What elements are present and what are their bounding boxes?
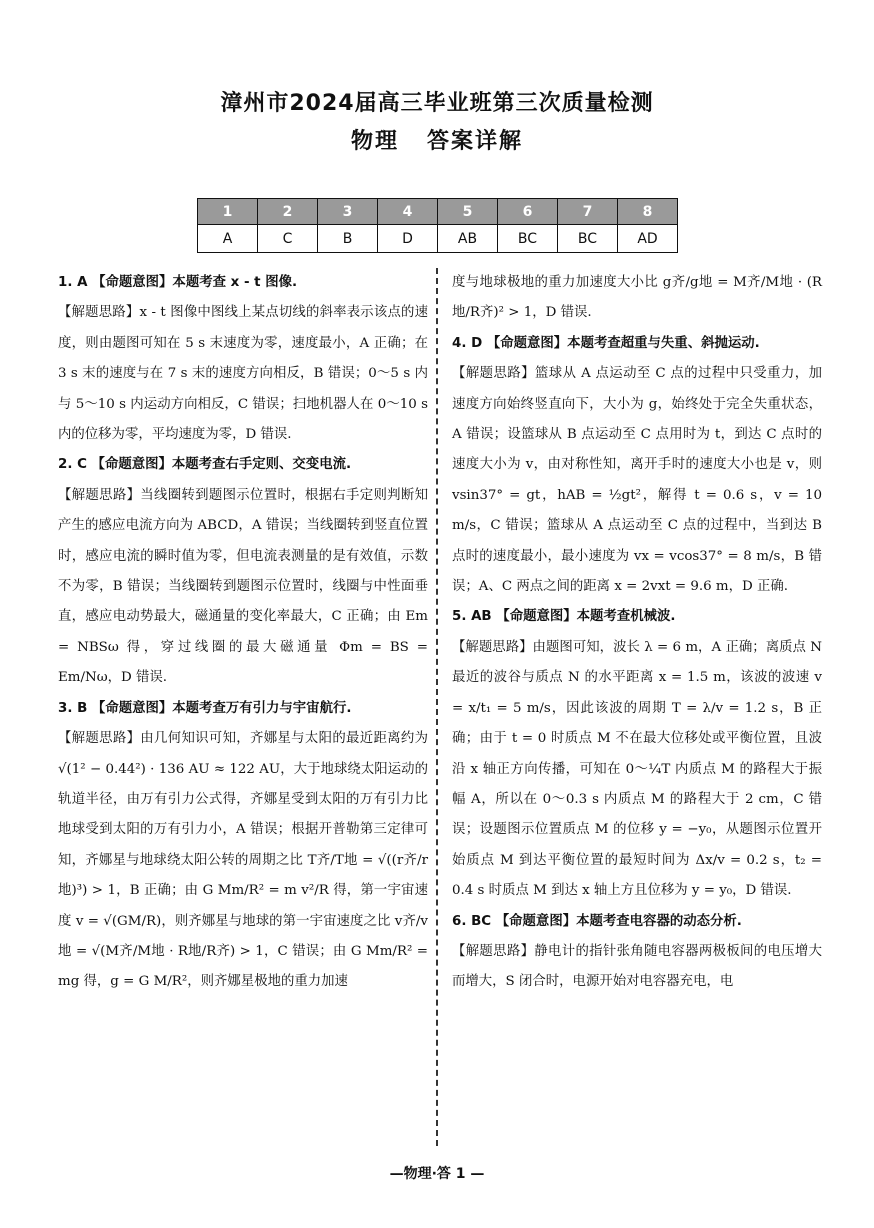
- question-number-cell: 3: [318, 199, 378, 225]
- question-number-cell: 7: [558, 199, 618, 225]
- answer-table: [197, 198, 678, 253]
- answer-table-header-row: [198, 199, 678, 225]
- page-title: 漳州市2024届高三毕业班第三次质量检测: [220, 91, 654, 116]
- answer-cell: AB: [438, 225, 498, 253]
- question-number-cell: 6: [498, 199, 558, 225]
- solution-paragraph: 【解题思路】篮球从 A 点运动至 C 点的过程中只受重力，加速度方向始终竖直向下，大小为 g，始终处于完全失重状态，A 错误；设篮球从 B 点运动至 C 点用时为 t，到达 C 点时的速度大小为 v，由对称性知，离开手时的速度大小也是 v，则 vsin37° = gt，hAB = ½gt²，解得 t = 0.6 s，v = 10 m/s，C 错误；篮球从 A 点运动至 C 点的过程中，当到达 B 点时的速度最小，最小速度为 vx = vcos37° = 8 m/s，B 错误；A、C 两点之间的距离 x = 2vxt = 9.6 m，D 正确.: [452, 366, 822, 595]
- question-number-cell: 1: [198, 199, 258, 225]
- page-subtitle: [0, 124, 874, 155]
- question-number-cell: 5: [438, 199, 498, 225]
- question-heading: 5. AB 【命题意图】本题考查机械波.: [452, 609, 676, 625]
- solution-paragraph: 【解题思路】由几何知识可知，齐娜星与太阳的最近距离约为 √(1² − 0.44²) · 136 AU ≈ 122 AU，大于地球绕太阳运动的轨道半径，由万有引力公式得，齐娜星受到太阳的万有引力比地球受到太阳的万有引力小，A 错误；根据开普勒第三定律可知，齐娜星与地球绕太阳公转的周期之比 T齐/T地 = √((r齐/r地)³) > 1，B 正确；由 G Mm/R² = m v²/R 得，第一宇宙速度 v = √(GM/R)，则齐娜星与地球的第一宇宙速度之比 v齐/v地 = √(M齐/M地 · R地/R齐) > 1，C 错误；由 G Mm/R² = mg 得，g = G M/R²，则齐娜星极地的重力加速: [58, 731, 428, 990]
- solution-paragraph: 度与地球极地的重力加速度大小比 g齐/g地 = M齐/M地 · (R地/R齐)² > 1，D 错误.: [452, 275, 822, 321]
- page-footer: —物理·答 1 —: [389, 1166, 485, 1182]
- question-number-cell: 2: [258, 199, 318, 225]
- solution-paragraph: 【解题思路】由题图可知，波长 λ = 6 m，A 正确；离质点 N 最近的波谷与质点 N 的水平距离 x = 1.5 m，该波的波速 v = x/t₁ = 5 m/s，因此该波的周期 T = λ/v = 1.2 s，B 正确；由于 t = 0 时质点 M 不在最大位移处或平衡位置，且波沿 x 轴正方向传播，可知在 0～¼T 内质点 M 的路程大于振幅 A，所以在 0～0.3 s 内质点 M 的路程大于 2 cm，C 错误；设题图示位置质点 M 的位移 y = −y₀，从题图示位置开始质点 M 到达平衡位置的最短时间为 Δx/v = 0.2 s，t₂ = 0.4 s 时质点 M 到达 x 轴上方且位移为 y = y₀，D 错误.: [452, 639, 822, 899]
- column-divider: [436, 268, 438, 1146]
- question-number-cell: 4: [378, 199, 438, 225]
- right-column: [452, 268, 822, 998]
- answer-table-answer-row: [198, 225, 678, 253]
- solution-paragraph: 【解题思路】静电计的指针张角随电容器两极板间的电压增大而增大，S 闭合时，电源开始对电容器充电，电: [452, 943, 822, 990]
- answer-cell: D: [378, 225, 438, 253]
- answer-cell: BC: [558, 225, 618, 253]
- question-heading: 3. B 【命题意图】本题考查万有引力与宇宙航行.: [58, 700, 352, 716]
- solution-paragraph: 【解题思路】当线圈转到题图示位置时，根据右手定则判断知产生的感应电流方向为 ABCD，A 错误；当线圈转到竖直位置时，感应电流的瞬时值为零，但电流表测量的是有效值，示数不为零，B 错误；当线圈转到题图示位置时，线圈与中性面垂直，感应电动势最大，磁通量的变化率最大，C 正确；由 Em = NBSω 得，穿过线圈的最大磁通量 Φm = BS = Em/Nω，D 错误.: [58, 487, 428, 686]
- question-heading: 2. C 【命题意图】本题考查右手定则、交变电流.: [58, 457, 352, 473]
- question-heading: 6. BC 【命题意图】本题考查电容器的动态分析.: [452, 913, 742, 929]
- answer-cell: AD: [618, 225, 678, 253]
- left-column: [58, 268, 428, 998]
- subject-label: 物理: [350, 129, 399, 154]
- answer-cell: BC: [498, 225, 558, 253]
- question-heading: 1. A 【命题意图】本题考查 x - t 图像.: [58, 275, 298, 290]
- question-heading: 4. D 【命题意图】本题考查超重与失重、斜抛运动.: [452, 335, 760, 351]
- solution-paragraph: 【解题思路】x - t 图像中图线上某点切线的斜率表示该点的速度，则由题图可知在 5 s 末速度为零，速度最小，A 正确；在 3 s 末的速度与在 7 s 末的速度方向相反，B 错误；0～5 s 内与 5～10 s 内运动方向相反，C 错误；扫地机器人在 0～10 s 内的位移为零，平均速度为零，D 错误.: [58, 305, 428, 443]
- answer-cell: C: [258, 225, 318, 253]
- answer-cell: B: [318, 225, 378, 253]
- answer-explanation-label: 答案详解: [427, 129, 524, 154]
- answer-cell: A: [198, 225, 258, 253]
- question-number-cell: 8: [618, 199, 678, 225]
